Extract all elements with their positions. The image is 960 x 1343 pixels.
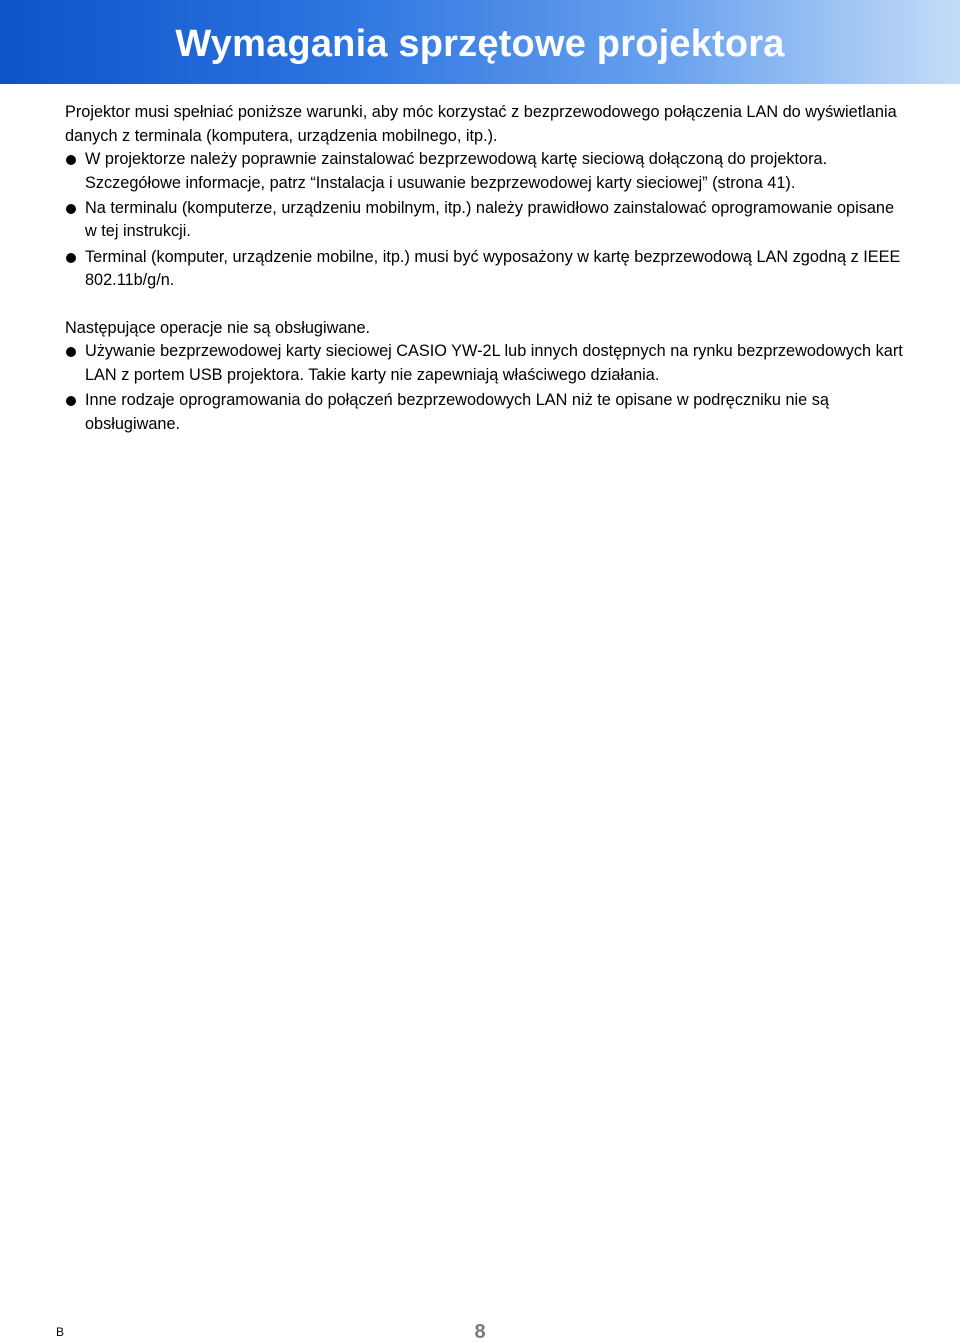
- page-number: 8: [474, 1321, 486, 1343]
- list-item-text: W projektorze należy poprawnie zainstalować bezprzewodową kartę sieciową dołączoną do projektora. Szczegółowe informacje, patrz “Instalacja i usuwanie bezprzewodowej karty sieciowej” (strona 41).: [85, 150, 828, 192]
- bullet-icon: [66, 396, 76, 406]
- list-item: [65, 389, 905, 436]
- bullet-icon: [66, 347, 76, 357]
- list-item-text: Na terminalu (komputerze, urządzeniu mobilnym, itp.) należy prawidłowo zainstalować oprogramowanie opisane w tej instrukcji.: [85, 198, 895, 241]
- bullet-icon: [66, 253, 76, 263]
- unsupported-section: [65, 317, 905, 436]
- unsupported-intro: Następujące operacje nie są obsługiwane.: [65, 318, 371, 337]
- list-item: [65, 197, 905, 244]
- list-item-text: Inne rodzaje oprogramowania do połączeń bezprzewodowych LAN niż te opisane w podręczniku nie są obsługiwane.: [85, 391, 829, 433]
- list-item-text: Używanie bezprzewodowej karty sieciowej CASIO YW-2L lub innych dostępnych na rynku bezprzewodowych kart LAN z portem USB projektora. Takie karty nie zapewniają właściwego działania.: [85, 342, 903, 384]
- list-item: [65, 340, 905, 387]
- list-item: [65, 148, 905, 195]
- intro-paragraph: Projektor musi spełniać poniższe warunki, aby móc korzystać z bezprzewodowego połączenia LAN do wyświetlania danych z terminala (komputera, urządzenia mobilnego, itp.).: [65, 103, 897, 145]
- document-body: [65, 101, 905, 438]
- requirements-list: [65, 148, 905, 293]
- list-item-text: Terminal (komputer, urządzenie mobilne, itp.) musi być wyposażony w kartę bezprzewodową LAN zgodną z IEEE 802.11b/g/n.: [85, 247, 901, 290]
- list-item: [65, 246, 905, 293]
- bullet-icon: [66, 155, 76, 165]
- footer-letter: B: [56, 1325, 65, 1339]
- bullet-icon: [66, 204, 76, 214]
- unsupported-list: [65, 340, 905, 436]
- page-title: Wymagania sprzętowe projektora: [175, 23, 785, 65]
